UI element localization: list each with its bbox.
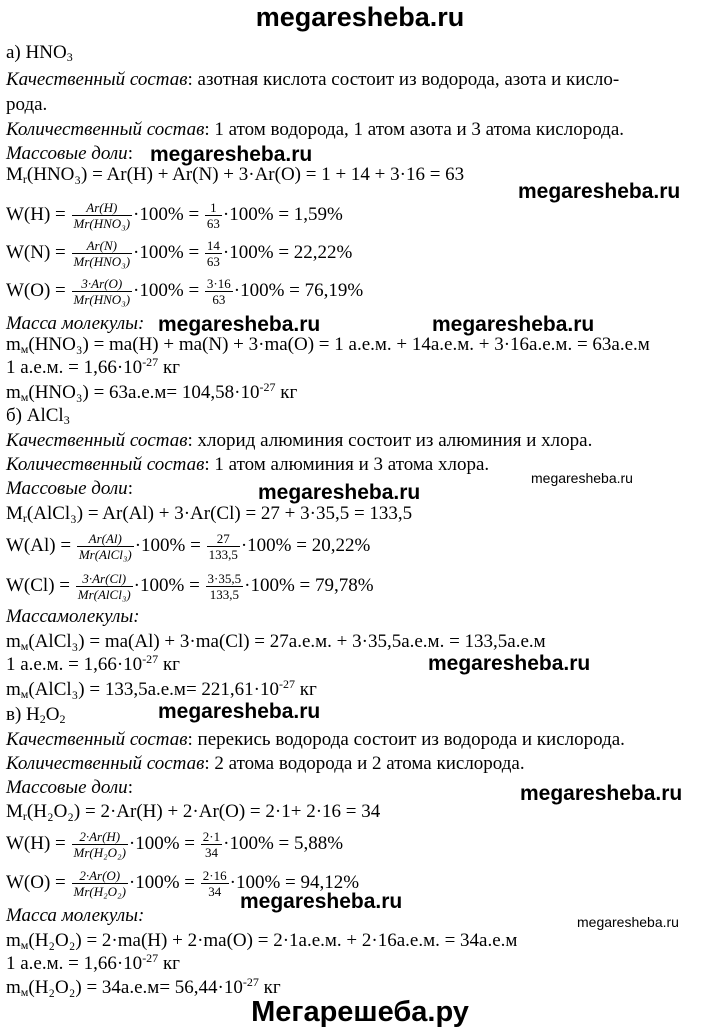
a-molecule-mass-kg: $m_м(HNO_3) = 63а.е.м= 104,58\cdot 10^{-27}$ кг xyxy=(6,380,298,404)
a-w-o: W(O) = $\frac{3\cdot Ar(O)}{\text{Mr(HNO₃)}}$ ·100% = $\frac{3\cdot 16}{63}$ ·100% = 76,19% xyxy=(6,276,364,307)
b-molecule-mass: $m_м(AlCl_3) = mа(Al) + 3\cdot mа(Cl) = 27а.е.м$. + 3·35,5а.е.м. = 133,5а.е.м xyxy=(6,631,546,653)
a-molecule-mass: $m_м(HNO_3) = mа(H) + mа(N) + 3\cdot mа(O) = 1$ а.е.м. + 14а.е.м. + 3·16а.е.м. = 63а.е.м xyxy=(6,334,650,356)
site-header-watermark: megaresheba.ru xyxy=(255,2,465,32)
watermark: megaresheba.ru xyxy=(531,470,633,486)
watermark: megaresheba.ru xyxy=(518,180,681,203)
c-molecule-mass: $m_м(H_2O_2) = 2\cdot mа(H) + 2\cdot mа(O) = 2\cdot 1а.е.м$. + 2·16а.е.м. = 34а.е.м xyxy=(6,930,518,952)
a-amu-definition: 1 а.е.м. = $1,66\cdot 10^{-27}$ кг xyxy=(6,355,180,378)
b-amu-definition: 1 а.е.м. = $1,66\cdot 10^{-27}$ кг xyxy=(6,652,180,675)
a-qualitative-line2: рода. xyxy=(6,94,48,115)
section-c-heading: в) $H_2O_2$ xyxy=(6,704,66,726)
c-w-o: W(O) = $\frac{2\cdot Ar(O)}{\text{Mr(H₂O₂)}}$ ·100% = $\frac{2\cdot 16}{34}$ ·100% = 94,12% xyxy=(6,868,360,899)
b-molar-mass: $M_r(AlCl_3) = Ar(Al) + 3\cdot Ar(Cl) = 27 + 3\cdot 35,5 = 133,5$ xyxy=(6,503,413,525)
a-w-h: W(H) = $\frac{Ar(H)}{\text{Mr(HNO₃)}}$ ·100% = $\frac{1}{63}$ ·100% = 1,59% xyxy=(6,200,343,231)
b-w-al: W(Al) = $\frac{Ar(Al)}{\text{Mr(AlCl₃)}}$ ·100% = $\frac{27}{133,5}$ ·100% = 20,22% xyxy=(6,531,371,562)
watermark: megaresheba.ru xyxy=(240,890,403,913)
c-molecule-mass-kg: $m_м(H_2O_2) = 34а.е.м= 56,44\cdot 10^{-27}$ кг xyxy=(6,975,281,999)
b-qualitative: Качественный состав: хлорид алюминия состоит из алюминия и хлора. xyxy=(6,430,593,451)
c-quantitative: Количественный состав: 2 атома водорода и 2 атома кислорода. xyxy=(6,753,525,774)
watermark: megaresheba.ru xyxy=(520,782,683,805)
section-a-heading: а) $HNO_3$ xyxy=(6,42,73,64)
watermark: megaresheba.ru xyxy=(577,914,679,930)
a-quantitative: Количественный состав: 1 атом водорода, 1 атом азота и 3 атома кислорода. xyxy=(6,119,625,140)
a-w-n: W(N) = $\frac{Ar(N)}{\text{Mr(HNO₃)}}$ ·100% = $\frac{14}{63}$ ·100% = 22,22% xyxy=(6,238,353,269)
c-qualitative: Качественный состав: перекись водорода состоит из водорода и кислорода. xyxy=(6,729,625,750)
watermark: megaresheba.ru xyxy=(432,313,595,336)
watermark: megaresheba.ru xyxy=(158,700,321,723)
b-mass-fractions-label: Массовые доли: xyxy=(6,478,133,499)
c-molar-mass: $M_r(H_2O_2) = 2\cdot Ar(H) + 2\cdot Ar(O) = 2\cdot 1+ 2\cdot 16 = 34$ xyxy=(6,801,381,823)
watermark: megaresheba.ru xyxy=(428,652,591,675)
c-mass-fractions-label: Массовые доли: xyxy=(6,777,133,798)
watermark: megaresheba.ru xyxy=(258,481,421,504)
watermark: megaresheba.ru xyxy=(158,313,321,336)
a-qualitative-line1: Качественный состав: азотная кислота состоит из водорода, азота и кисло- xyxy=(6,69,620,90)
a-molecule-mass-label: Масса молекулы: xyxy=(6,313,145,334)
b-quantitative: Количественный состав: 1 атом алюминия и 3 атома хлора. xyxy=(6,454,490,475)
c-molecule-mass-label: Масса молекулы: xyxy=(6,905,145,926)
c-amu-definition: 1 а.е.м. = $1,66\cdot 10^{-27}$ кг xyxy=(6,951,180,974)
watermark: megaresheba.ru xyxy=(150,143,313,166)
c-w-h: W(H) = $\frac{2\cdot Ar(H)}{\text{Mr(H₂O₂)}}$ ·100% = $\frac{2\cdot 1}{34}$ ·100% = 5,88% xyxy=(6,829,344,860)
b-molecule-mass-label: Массамолекулы: xyxy=(6,606,140,627)
b-w-cl: W(Cl) = $\frac{3\cdot Ar(Cl)}{\text{Mr(AlCl₃)}}$ ·100% = $\frac{3\cdot 35,5}{133,5}$ ·100% = 79,78% xyxy=(6,571,374,602)
site-footer-watermark: Мегарешеба.ру xyxy=(251,996,469,1028)
b-molecule-mass-kg: $m_м(AlCl_3) = 133,5а.е.м= 221,61\cdot 10^{-27}$ кг xyxy=(6,677,317,701)
a-mass-fractions-label: Массовые доли: xyxy=(6,143,133,164)
section-b-heading: б) AlCl$_3$ xyxy=(6,405,70,427)
a-molar-mass: $M_r(HNO_3) = Ar(H) + Ar(N) + 3\cdot Ar(O) = 1 + 14 + 3\cdot 16 = 63$ xyxy=(6,164,465,186)
